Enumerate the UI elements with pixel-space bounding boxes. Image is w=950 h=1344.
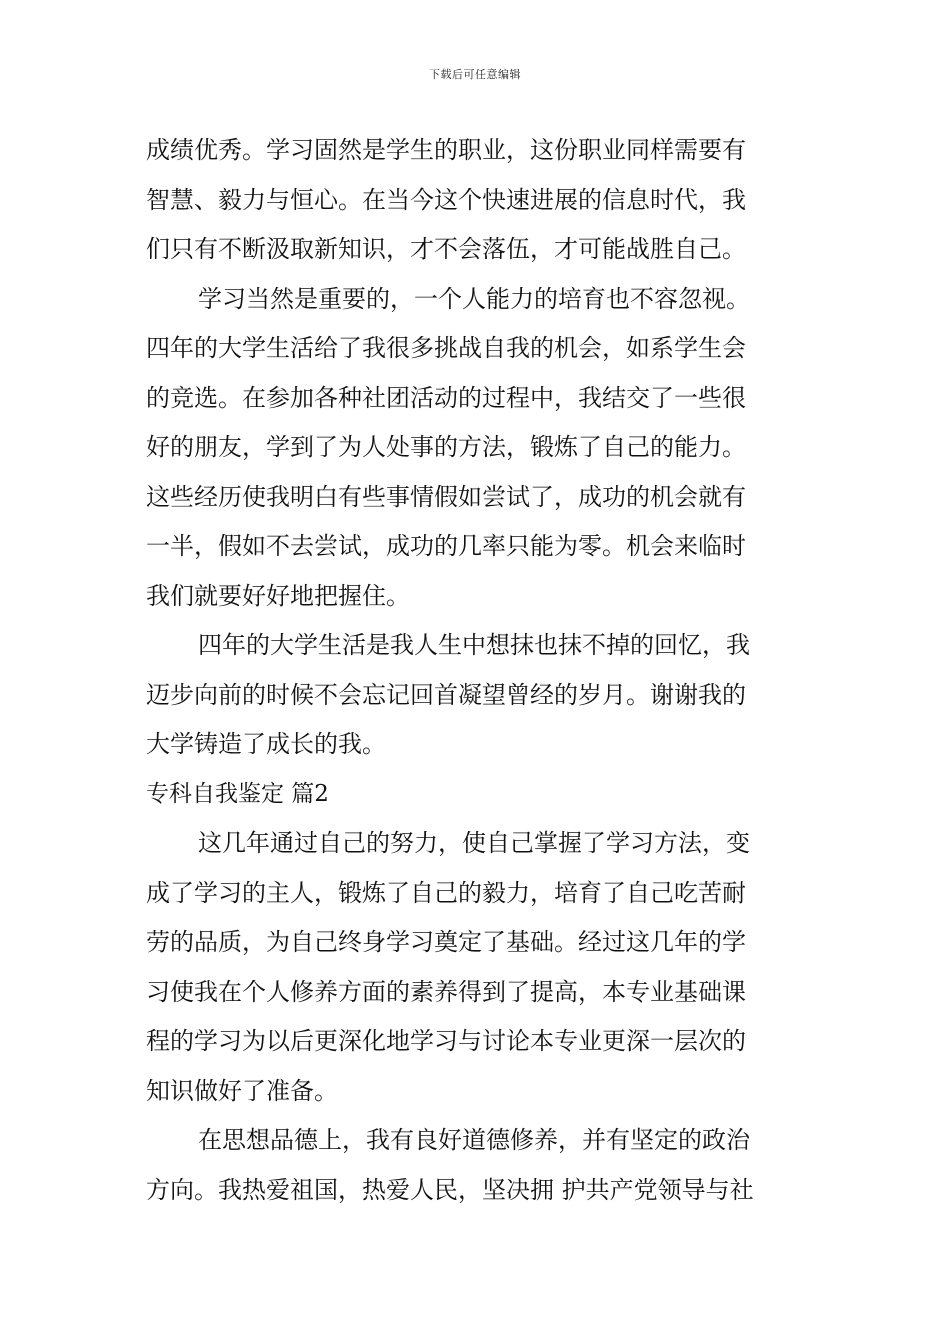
text-line: 成了学习的主人，锻炼了自己的毅力，培育了自己吃苦耐 [146, 878, 746, 907]
text-line: 四年的大学生活是我人生中想抹也抹不掉的回忆，我 [198, 631, 750, 659]
text-line: 这几年通过自己的努力，使自己掌握了学习方法，变 [198, 829, 750, 857]
text-line: 好的朋友，学到了为人处事的方法，锻炼了自己的能力。 [146, 433, 746, 461]
text-line: 习使我在个人修养方面的素养得到了提高，本专业基础课 [146, 977, 746, 1006]
text-line: 方向。我热爱祖国，热爱人民，坚决拥 护共产党领导与社 [146, 1175, 754, 1204]
text-line: 四年的大学生活给了我很多挑战自我的机会，如系学生会 [146, 334, 746, 362]
text-line: 成绩优秀。学习固然是学生的职业，这份职业同样需要有 [146, 136, 746, 164]
text-line: 我们就要好好地把握住。 [146, 581, 410, 610]
text-line: 知识做好了准备。 [146, 1076, 338, 1105]
text-line: 的竞选。在参加各种社团活动的过程中，我结交了一些很 [146, 383, 746, 412]
text-line: 劳的品质，为自己终身学习奠定了基础。经过这几年的学 [146, 928, 746, 956]
document-body [146, 126, 810, 1215]
text-line: 在思想品德上，我有良好道德修养，并有坚定的政治 [198, 1126, 750, 1154]
text-line: 一半，假如不去尝试，成功的几率只能为零。机会来临时 [146, 532, 746, 560]
text-line: 这些经历使我明白有些事情假如尝试了，成功的机会就有 [146, 482, 746, 511]
section-heading: 专科自我鉴定 篇2 [146, 780, 329, 807]
page-header: 下载后可任意编辑 [429, 68, 521, 81]
text-line: 程的学习为以后更深化地学习与讨论本专业更深一层次的 [146, 1027, 746, 1055]
text-line: 迈步向前的时候不会忘记回首凝望曾经的岁月。谢谢我的 [146, 680, 746, 709]
text-line: 学习当然是重要的，一个人能力的培育也不容忽视。 [198, 284, 750, 313]
text-line: 大学铸造了成长的我。 [146, 730, 386, 758]
text-line: 智慧、毅力与恒心。在当今这个快速进展的信息时代，我 [146, 185, 746, 214]
text-line: 们只有不断汲取新知识，才不会落伍，才可能战胜自己。 [146, 235, 746, 263]
